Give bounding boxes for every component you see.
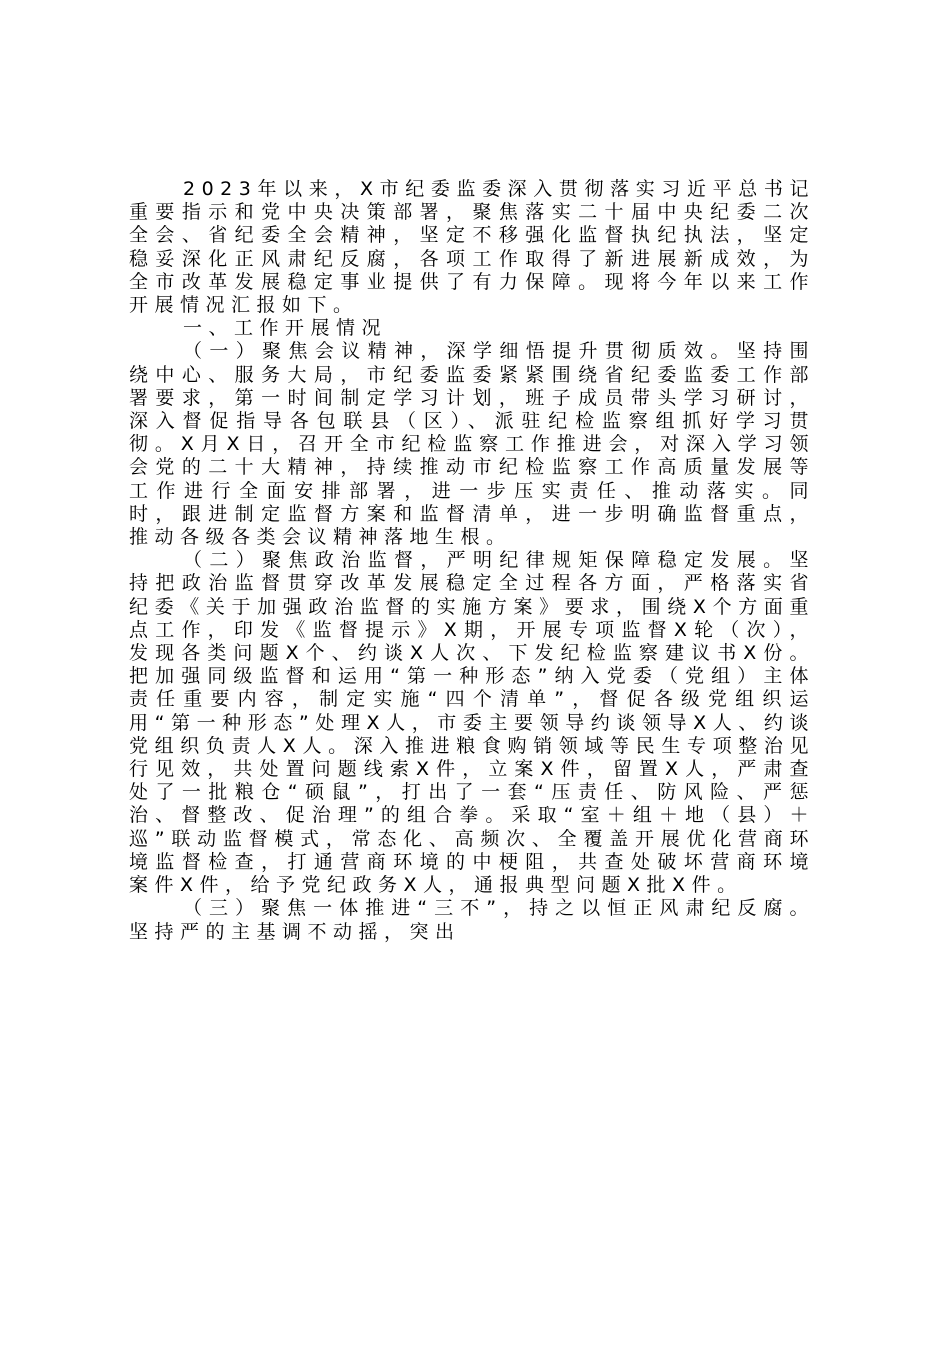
item-2-lead: （二）聚焦政治监督，严明纪律规矩保障稳定发展。 [183,549,790,572]
item-3-paragraph [129,897,815,943]
item-1-paragraph [129,340,815,549]
item-3-body: 坚持严的主基调不动摇，突出 [129,920,461,943]
intro-paragraph: 2023年以来，X市纪委监委深入贯彻落实习近平总书记重要指示和党中央决策部署，聚焦落实二十届中央纪委二次全会、省纪委全会精神，坚定不移强化监督执纪执法，坚定稳妥深化正风肃纪反腐，各项工作取得了新进展新成效，为全市改革发展稳定事业提供了有力保障。现将今年以来工作开展情况汇报如下。 [129,178,815,317]
item-2-paragraph [129,549,815,897]
section-heading: 一、工作开展情况 [183,317,388,340]
item-2-body: 坚持把政治监督贯穿改革发展稳定全过程各方面，严格落实省纪委《关于加强政治监督的实施方案》要求，围绕X个方面重点工作，印发《监督提示》X期，开展专项监督X轮（次），发现各类问题X个、约谈X人次、下发纪检监察建议书X份。把加强同级监督和运用“第一种形态”纳入党委（党组）主体责任重要内容，制定实施“四个清单”，督促各级党组织运用“第一种形态”处理X人，市委主要领导约谈领导X人、约谈党组织负责人X人。深入推进粮食购销领域等民生专项整治见行见效，共处置问题线索X件，立案X件，留置X人，严肃查处了一批粮仓“硕鼠”，打出了一套“压责任、防风险、严惩治、督整改、促治理”的组合拳。采取“室＋组＋地（县）＋巡”联动监督模式，常态化、高频次、全覆盖开展优化营商环境监督检查，打通营商环境的中梗阻，共查处破坏营商环境案件X件，给予党纪政务X人，通报典型问题X批X件。 [129,549,815,897]
item-1-lead: （一）聚焦会议精神，深学细悟提升贯彻质效。 [183,340,737,363]
document-body [129,178,815,944]
item-3-lead: （三）聚焦一体推进“三不”，持之以恒正风肃纪反腐。 [183,897,815,920]
item-1-body: 坚持围绕中心、服务大局，市纪委监委紧紧围绕省纪委监委工作部署要求，第一时间制定学习计划，班子成员带头学习研讨，深入督促指导各包联县（区）、派驻纪检监察组抓好学习贯彻。X月X日，召开全市纪检监察工作推进会，对深入学习领会党的二十大精神，持续推动市纪检监察工作高质量发展等工作进行全面安排部署，进一步压实责任、推动落实。同时，跟进制定监督方案和监督清单，进一步明确监督重点，推动各级各类会议精神落地生根。 [129,340,815,549]
